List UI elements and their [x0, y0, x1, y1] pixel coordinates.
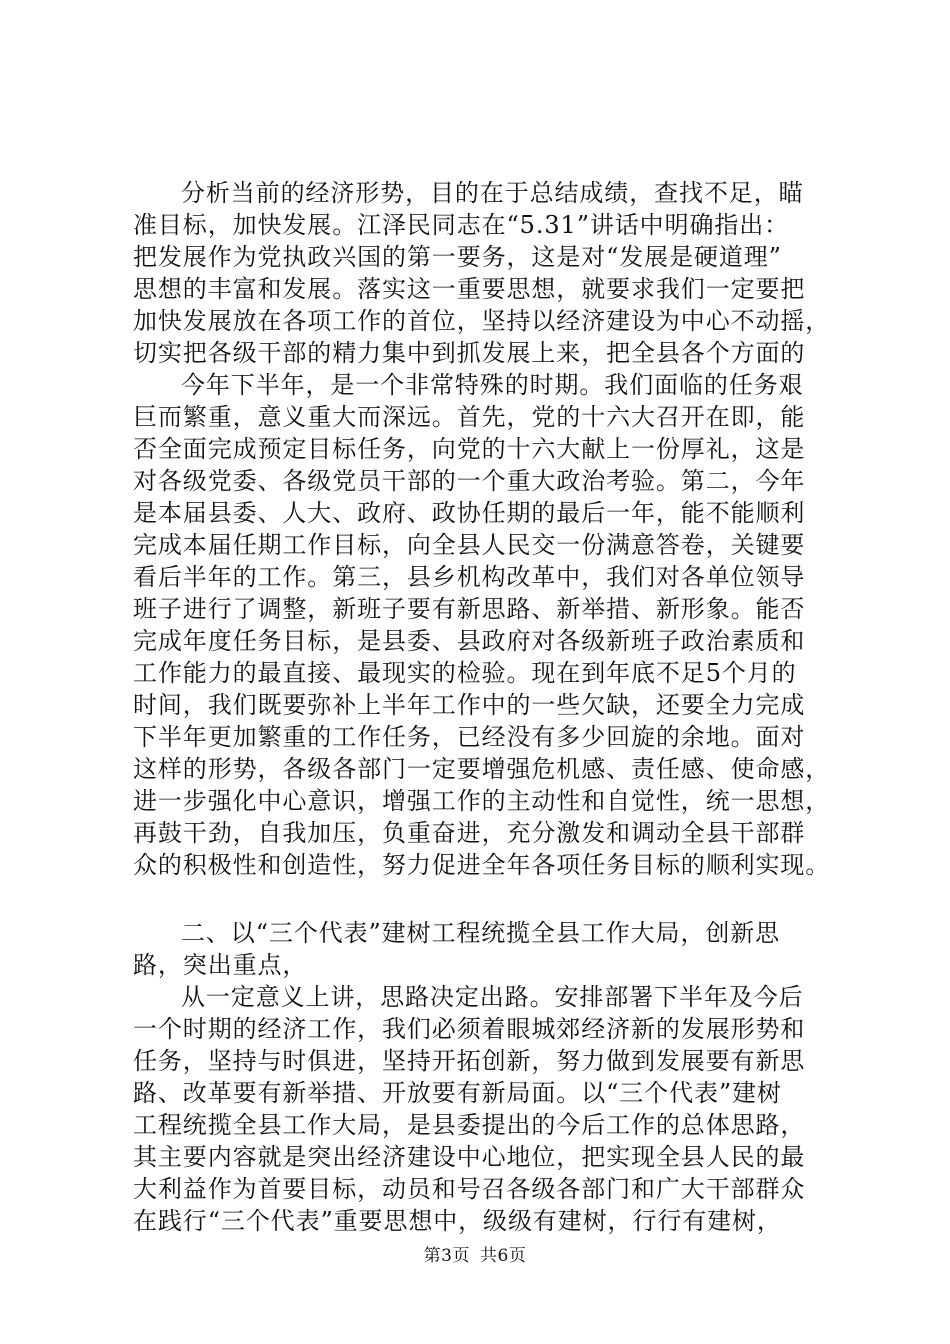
section-heading [133, 917, 833, 981]
text-line: 思想的丰富和发展。落实这一重要思想，就要求我们一定要把 [133, 275, 806, 303]
text-line: 工作能力的最直接、最现实的检验。现在到年底不足5个月的 [133, 659, 797, 687]
paragraph-economic-situation [133, 177, 833, 369]
document-body [133, 177, 833, 1237]
text-line: 进一步强化中心意识，增强工作的主动性和自觉性，统一思想， [133, 787, 831, 815]
text-line: 是本届县委、人大、政府、政协任期的最后一年，能不能顺利 [133, 499, 806, 527]
text-line: 任务，坚持与时俱进，坚持开拓创新，努力做到发展要有新思 [133, 1047, 806, 1075]
text-line: 其主要内容就是突出经济建设中心地位，把实现全县人民的最 [133, 1143, 806, 1171]
text-line: 路、改革要有新举措、开放要有新局面。以“三个代表”建树 [133, 1079, 782, 1107]
section-heading-line: 二、以“三个代表”建树工程统揽全县工作大局，创新思 [181, 919, 781, 947]
text-line: 准目标，加快发展。江泽民同志在“5.31”讲话中明确指出： [133, 211, 790, 239]
text-line: 加快发展放在各项工作的首位，坚持以经济建设为中心不动摇， [133, 307, 831, 335]
text-line: 再鼓干劲，自我加压，负重奋进，充分激发和调动全县干部群 [133, 819, 806, 847]
text-line: 看后半年的工作。第三，县乡机构改革中，我们对各单位领导 [133, 563, 806, 591]
text-line: 把发展作为党执政兴国的第一要务，这是对“发展是硬道理” [133, 243, 782, 271]
text-line: 下半年更加繁重的工作任务，已经没有多少回旋的余地。面对 [133, 723, 806, 751]
section-heading-line: 路，突出重点， [133, 951, 308, 979]
text-line: 今年下半年，是一个非常特殊的时期。我们面临的任务艰 [181, 371, 804, 399]
text-line: 完成本届任期工作目标，向全县人民交一份满意答卷，关键要 [133, 531, 806, 559]
page-number: 第3页 [423, 1246, 470, 1266]
text-line: 从一定意义上讲，思路决定出路。安排部署下半年及今后 [181, 983, 804, 1011]
text-line: 在践行“三个代表”重要思想中，级级有建树，行行有建树， [133, 1207, 782, 1235]
text-line: 众的积极性和创造性，努力促进全年各项任务目标的顺利实现。 [133, 851, 831, 879]
paragraph-spacer [133, 881, 833, 917]
text-line: 分析当前的经济形势，目的在于总结成绩，查找不足，瞄 [181, 179, 804, 207]
text-line: 巨而繁重，意义重大而深远。首先，党的十六大召开在即，能 [133, 403, 806, 431]
text-line: 完成年度任务目标，是县委、县政府对各级新班子政治素质和 [133, 627, 806, 655]
page-footer [0, 1244, 950, 1268]
text-line: 班子进行了调整，新班子要有新思路、新举措、新形象。能否 [133, 595, 806, 623]
text-line: 时间，我们既要弥补上半年工作中的一些欠缺，还要全力完成 [133, 691, 806, 719]
text-line: 大利益作为首要目标，动员和号召各级各部门和广大干部群众 [133, 1175, 806, 1203]
text-line: 一个时期的经济工作，我们必须着眼城郊经济新的发展形势和 [133, 1015, 806, 1043]
text-line: 这样的形势，各级各部门一定要增强危机感、责任感、使命感， [133, 755, 831, 783]
text-line: 对各级党委、各级党员干部的一个重大政治考验。第二，今年 [133, 467, 806, 495]
text-line: 工程统揽全县工作大局，是县委提出的今后工作的总体思路， [133, 1111, 806, 1139]
text-line: 否全面完成预定目标任务，向党的十六大献上一份厚礼，这是 [133, 435, 806, 463]
page-total: 共6页 [480, 1246, 527, 1266]
text-line: 切实把各级干部的精力集中到抓发展上来，把全县各个方面的 [133, 339, 806, 367]
paragraph-second-half-year [133, 369, 833, 881]
paragraph-new-thinking [133, 981, 833, 1237]
